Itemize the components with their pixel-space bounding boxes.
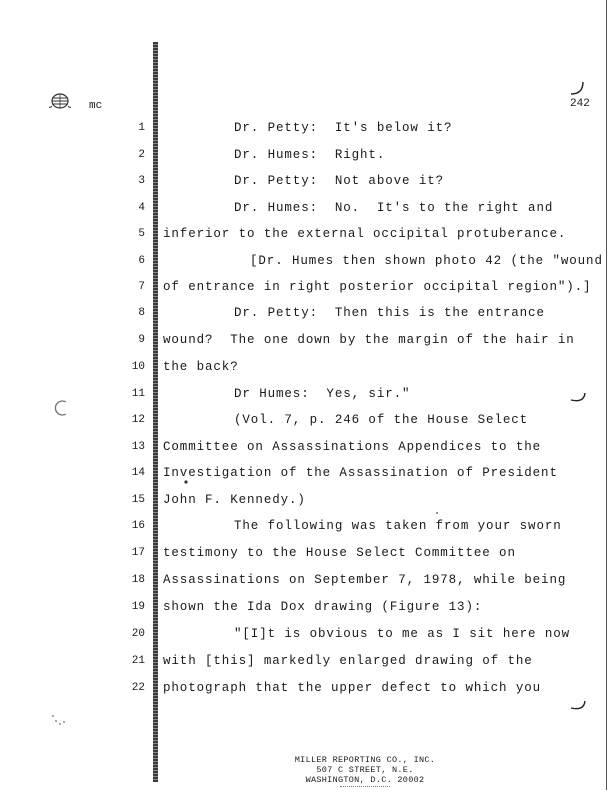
margin-tick-icon — [568, 392, 588, 406]
ink-speck-icon — [435, 511, 439, 515]
transcript-line: Dr. Petty: Not above it? — [234, 174, 445, 188]
binder-hole-icon — [52, 398, 72, 418]
line-number: 1 — [138, 122, 145, 134]
line-number: 14 — [131, 467, 145, 479]
line-number: 11 — [131, 388, 145, 400]
reporter-footer — [285, 755, 445, 785]
line-number: 18 — [131, 574, 145, 586]
line-number: 6 — [138, 255, 145, 267]
line-number: 3 — [138, 175, 145, 187]
reporter-seal-icon — [49, 93, 71, 109]
margin-tick-icon — [568, 700, 588, 714]
transcript-line: inferior to the external occipital protuberance. — [163, 227, 567, 241]
transcript-line: Committee on Assassinations Appendices to the — [163, 440, 542, 454]
transcript-line: Dr. Petty: Then this is the entrance — [234, 306, 545, 320]
transcript-line: of entrance in right posterior occipital region").] — [163, 280, 592, 294]
line-number: 22 — [131, 682, 145, 694]
line-number: 10 — [131, 361, 145, 373]
line-number: 8 — [138, 307, 145, 319]
transcript-line: shown the Ida Dox drawing (Figure 13): — [163, 600, 483, 614]
line-number: 4 — [138, 202, 145, 214]
line-number: 20 — [131, 628, 145, 640]
line-number: 13 — [131, 441, 145, 453]
line-number: 2 — [138, 149, 145, 161]
transcript-line: wound? The one down by the margin of the hair in — [163, 333, 575, 347]
footer-cut-line — [340, 786, 390, 791]
line-number: 12 — [131, 414, 145, 426]
left-margin-rule — [153, 42, 158, 782]
line-number: 9 — [138, 334, 145, 346]
page-number: 242 — [570, 98, 590, 110]
binder-hole-remnant-icon — [50, 712, 68, 726]
transcript-line: The following was taken from your sworn — [234, 519, 562, 533]
transcript-line: Dr. Humes: Right. — [234, 148, 386, 162]
line-number: 17 — [131, 547, 145, 559]
transcript-line: testimony to the House Select Committee on — [163, 546, 516, 560]
line-number: 15 — [131, 494, 145, 506]
line-number: 7 — [138, 281, 145, 293]
margin-tick-icon — [567, 80, 587, 100]
page-edge — [606, 0, 607, 790]
transcript-line: with [this] markedly enlarged drawing of the — [163, 654, 533, 668]
transcript-line: the back? — [163, 360, 239, 374]
line-number: 5 — [138, 228, 145, 240]
line-number: 21 — [131, 655, 145, 667]
footer-street: 507 C STREET, N.E. — [316, 765, 414, 775]
transcript-line: photograph that the upper defect to which you — [163, 681, 542, 695]
line-number: 16 — [131, 520, 145, 532]
footer-city: WASHINGTON, D.C. 20002 — [305, 775, 425, 785]
transcript-line: [Dr. Humes then shown photo 42 (the "wound — [250, 254, 603, 268]
transcript-line: Dr Humes: Yes, sir." — [234, 387, 411, 401]
transcript-line: Assassinations on September 7, 1978, while being — [163, 573, 567, 587]
transcript-line: John F. Kennedy.) — [163, 493, 306, 507]
transcript-line: "[I]t is obvious to me as I sit here now — [234, 627, 571, 641]
transcript-line: Dr. Humes: No. It's to the right and — [234, 201, 554, 215]
line-number: 19 — [131, 601, 145, 613]
transcript-line: Dr. Petty: It's below it? — [234, 121, 453, 135]
reporter-initials: mc — [89, 100, 103, 112]
footer-company: MILLER REPORTING CO., INC. — [294, 755, 436, 765]
transcript-line: (Vol. 7, p. 246 of the House Select — [234, 413, 529, 427]
transcript-line: Investigation of the Assassination of President — [163, 466, 558, 480]
